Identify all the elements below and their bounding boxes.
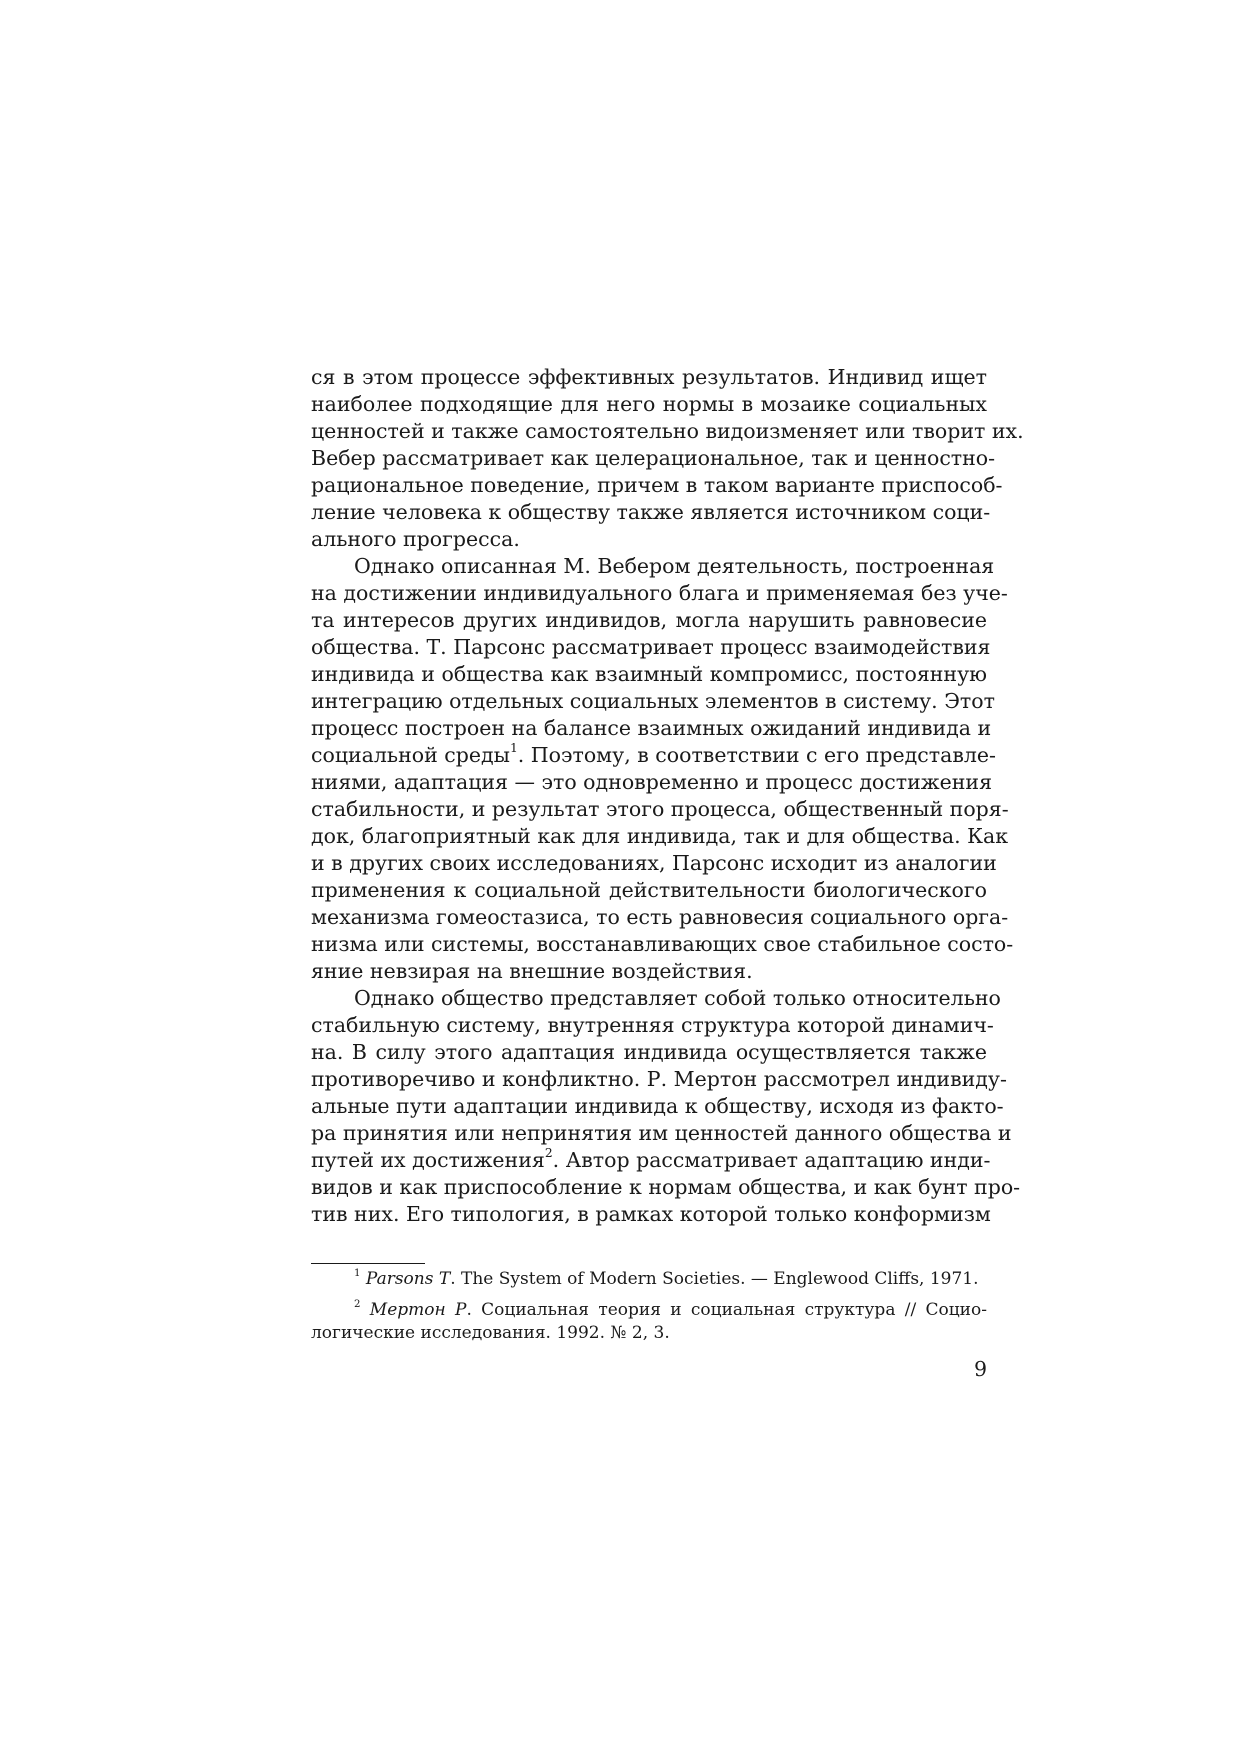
text-line: Однако описанная М. Вебером деятельность, построенная [354,554,995,578]
footnote-author: Parsons T [365,1269,451,1289]
text-line: механизма гомеостазиса, то есть равновесия социального орга- [311,905,1009,929]
body-text [311,364,1024,1228]
text-line: яние невзирая на внешние воздействия. [311,959,753,983]
text-line: индивида и общества как взаимный компромисс, постоянную [311,662,987,686]
text-line: видов и как приспособление к нормам общества, и как бунт про- [311,1175,1021,1199]
text-line [311,1146,991,1174]
footnote-2 [311,1299,987,1322]
text-line: та интересов других индивидов, могла нарушить равновесие [311,608,987,632]
footnote-1 [311,1268,987,1291]
text-line: низма или системы, восстанавливающих свое стабильное состо- [311,932,1014,956]
text-line: Вебер рассматривает как целерациональное, так и ценностно- [311,446,996,470]
footnote-ref-1[interactable]: 1 [509,741,518,756]
text-fragment: социальной среды [311,743,510,767]
text-line: ценностей и также самостоятельно видоизменяет или творит их. [311,419,1024,443]
text-line: ального прогресса. [311,527,520,551]
footnote-2-continuation: логические исследования. 1992. № 2, 3. [311,1323,670,1343]
text-fragment: путей их достижения [311,1148,545,1172]
footnote-ref-2[interactable]: 2 [544,1146,553,1161]
text-line [311,741,996,769]
text-line: рациональное поведение, причем в таком варианте приспособ- [311,473,1003,497]
footnote-separator [311,1263,425,1264]
text-line: Однако общество представляет собой только относительно [354,986,1001,1010]
text-line: процесс построен на балансе взаимных ожиданий индивида и [311,716,992,740]
text-line: стабильности, и результат этого процесса, общественный поря- [311,797,1009,821]
text-line: интеграцию отдельных социальных элементов в систему. Этот [311,689,995,713]
page-number: 9 [973,1357,987,1381]
text-fragment: . Автор рассматривает адаптацию инди- [552,1148,991,1172]
footnote-mark: 2 [354,1298,361,1310]
text-line: наиболее подходящие для него нормы в мозаике социальных [311,392,987,416]
text-line: ра принятия или непринятия им ценностей данного общества и [311,1121,1012,1145]
text-line: тив них. Его типология, в рамках которой только конформизм [311,1202,991,1226]
text-line: применения к социальной действительности биологического [311,878,987,902]
footnotes [311,1268,987,1345]
text-line: док, благоприятный как для индивида, так и для общества. Как [311,824,1009,848]
footnote-author: Мертон Р [369,1300,467,1320]
text-line: ниями, адаптация — это одновременно и процесс достижения [311,770,993,794]
text-line: общества. Т. Парсонс рассматривает процесс взаимодействия [311,635,991,659]
footnote-mark: 1 [354,1267,361,1279]
footnote-text: . Социальная теория и социальная структура // Социо- [466,1300,987,1320]
text-line: стабильную систему, внутренняя структура которой динамич- [311,1013,994,1037]
text-line: ление человека к обществу также является источником соци- [311,500,991,524]
text-fragment: . Поэтому, в соответствии с его представле- [517,743,996,767]
text-line: противоречиво и конфликтно. Р. Мертон рассмотрел индивиду- [311,1067,1007,1091]
text-line: ся в этом процессе эффективных результатов. Индивид ищет [311,365,987,389]
text-line: и в других своих исследованиях, Парсонс исходит из аналогии [311,851,997,875]
text-line: альные пути адаптации индивида к обществу, исходя из факто- [311,1094,1004,1118]
footnote-text: . The System of Modern Societies. — Englewood Cliffs, 1971. [450,1269,979,1289]
text-line: на. В силу этого адаптация индивида осуществляется также [311,1040,987,1064]
text-line: на достижении индивидуального блага и применяемая без уче- [311,581,1008,605]
